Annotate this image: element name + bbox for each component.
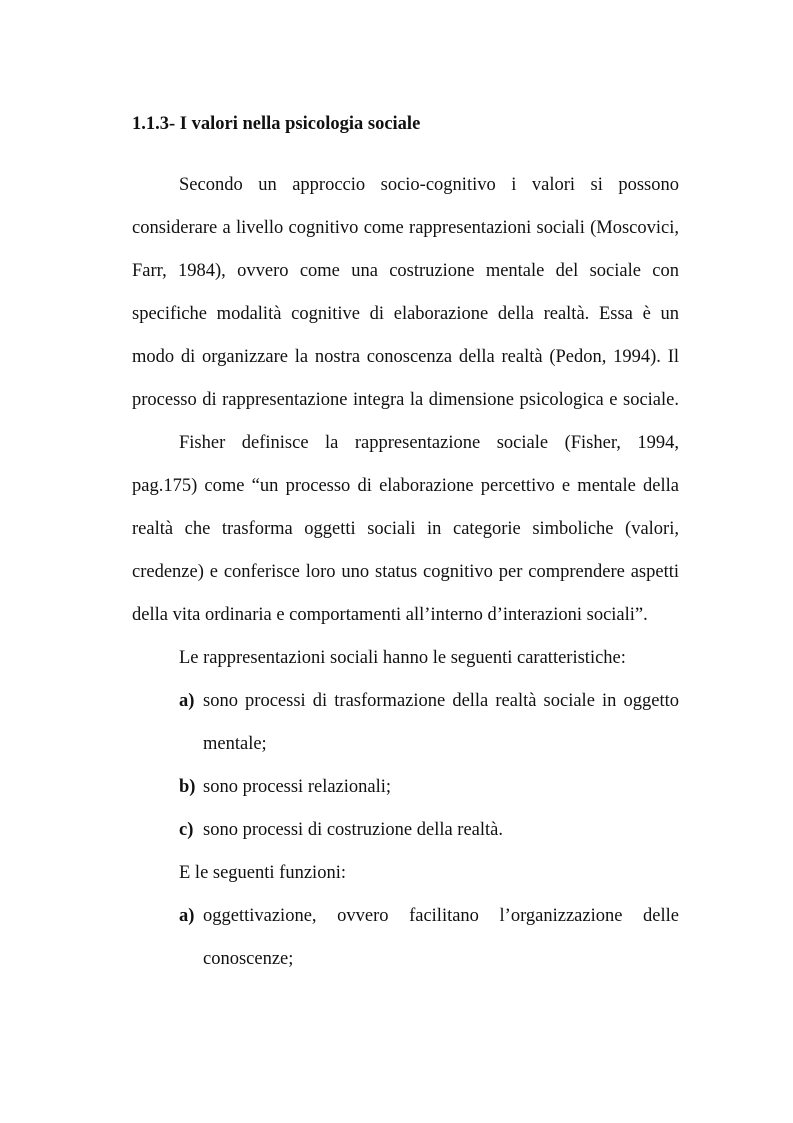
paragraph-2-line-5: della vita ordinaria e comportamenti all’interno d’interazioni sociali”. <box>132 605 648 625</box>
list-item-text: sono processi relazionali; <box>203 777 392 797</box>
paragraph-1-line-5: modo di organizzare la nostra conoscenza della realtà (Pedon, 1994). Il <box>132 347 679 367</box>
paragraph-2-line-2: pag.175) come “un processo di elaborazione percettivo e mentale della <box>132 476 679 496</box>
paragraph-2-line-4: credenze) e conferisce loro uno status cognitivo per comprendere aspetti <box>132 562 679 582</box>
paragraph-1-line-6: processo di rappresentazione integra la dimensione psicologica e sociale. <box>132 390 679 410</box>
paragraph-2-line-3: realtà che trasforma oggetti sociali in categorie simboliche (valori, <box>132 519 679 539</box>
list-item-text: oggettivazione, ovvero facilitano l’organizzazione delle <box>203 906 679 926</box>
functions-intro: E le seguenti funzioni: <box>179 863 346 883</box>
list-item-label: c) <box>179 820 194 840</box>
section-title: 1.1.3- I valori nella psicologia sociale <box>132 114 421 134</box>
paragraph-1-line-3: Farr, 1984), ovvero come una costruzione mentale del sociale con <box>132 261 679 281</box>
list-item-label: a) <box>179 906 195 926</box>
paragraph-2-line-1: Fisher definisce la rappresentazione sociale (Fisher, 1994, <box>179 433 679 453</box>
list-item-label: a) <box>179 691 195 711</box>
paragraph-1-line-4: specifiche modalità cognitive di elaborazione della realtà. Essa è un <box>132 304 679 324</box>
list-item-label: b) <box>179 777 196 797</box>
list-item-text: conoscenze; <box>203 949 294 969</box>
characteristics-intro: Le rappresentazioni sociali hanno le seguenti caratteristiche: <box>179 648 626 668</box>
paragraph-1-line-2: considerare a livello cognitivo come rappresentazioni sociali (Moscovici, <box>132 218 679 238</box>
list-item-text: sono processi di trasformazione della realtà sociale in oggetto <box>203 691 679 711</box>
list-item-text: mentale; <box>203 734 267 754</box>
paragraph-1-line-1: Secondo un approccio socio-cognitivo i valori si possono <box>179 175 679 195</box>
list-item-text: sono processi di costruzione della realtà. <box>203 820 504 840</box>
